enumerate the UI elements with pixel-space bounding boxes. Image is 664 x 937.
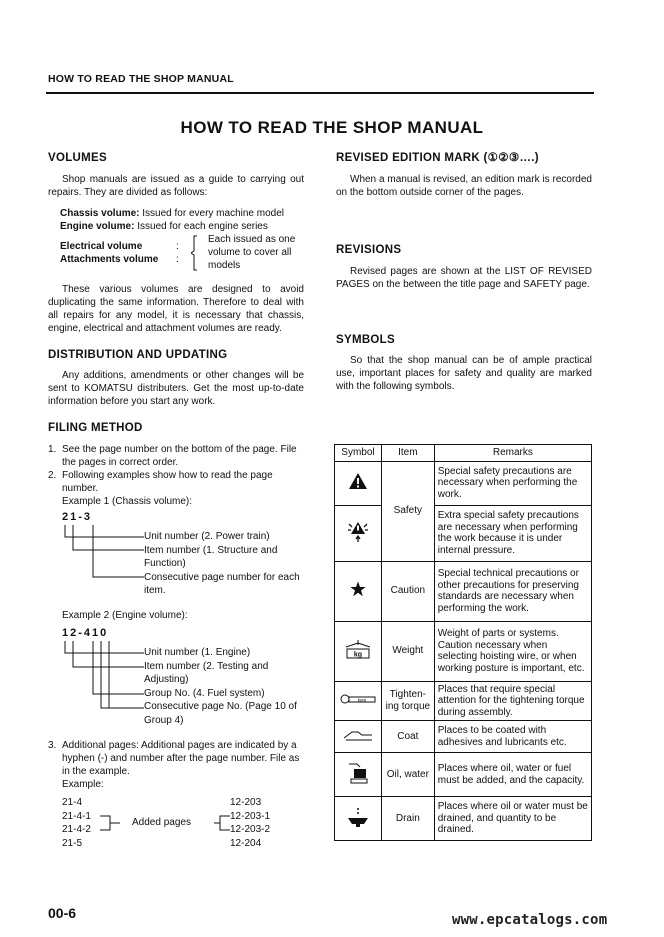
remarks-drain: Places where oil or water must be drained, and quantity to be drained. (434, 797, 591, 841)
distribution-heading: DISTRIBUTION AND UPDATING (48, 349, 228, 361)
table-row (335, 797, 592, 841)
table-row (335, 681, 592, 721)
filing-item-3: 3. Additional pages: Additional pages are indicated by a hyphen (-) and number after the page number. File as in the example. (48, 740, 300, 777)
coat-icon (335, 721, 382, 753)
example1-line-2: Item number (1. Structure and Function) (144, 544, 278, 569)
chassis-volume-row: Chassis volume: Issued for every machine model (60, 208, 284, 219)
page-number: 00-6 (48, 905, 77, 921)
volumes-intro: Shop manuals are issued as a guide to carrying out repairs. They are divided as follows: (48, 174, 304, 198)
revised-body: When a manual is revised, an edition mark is recorded on the bottom outside corner of the pages. (336, 174, 592, 198)
volumes-body: These various volumes are designed to avoid duplicating the same information. Therefore to deal with all repairs for any model, it is necessary that chassis, engine, electrical and attachment volumes are ready. (48, 284, 304, 334)
left-pages: 21-4 21-4-1 21-4-2 21-5 (62, 797, 91, 849)
wrench-icon-text: kgm (357, 697, 367, 703)
right-pages: 12-203 12-203-1 12-203-2 12-204 (230, 797, 271, 849)
item-safety: Safety (381, 461, 434, 561)
revisions-body: Revised pages are shown at the LIST OF REVISED PAGES on the between the title page and SAFETY page. (336, 266, 592, 290)
table-row (335, 461, 592, 505)
col-symbol: Symbol (335, 445, 382, 462)
drain-icon (335, 797, 382, 841)
additional-pages-example (48, 796, 304, 854)
remarks-oil-water: Places where oil, water or fuel must be added, and the capacity. (434, 753, 591, 797)
example1-diagram (48, 511, 304, 607)
filing-item-2: 2. Following examples show how to read the page number. (48, 470, 273, 494)
example1-code: 21-3 (62, 511, 93, 523)
example2-line-4: Consecutive page No. (Page 10 of Group 4) (144, 701, 297, 726)
table-row (335, 505, 592, 561)
filing-list (48, 443, 304, 508)
col-remarks: Remarks (434, 445, 591, 462)
item-oil-water: Oil, water (381, 753, 434, 797)
star-icon (335, 561, 382, 621)
remarks-coat: Places to be coated with adhesives and lubricants etc. (434, 721, 591, 753)
table-row (335, 561, 592, 621)
electrical-colon: : (176, 241, 179, 252)
item-caution: Caution (381, 561, 434, 621)
volume-list (60, 207, 304, 273)
table-row (335, 721, 592, 753)
electrical-volume-label: Electrical volume (60, 241, 143, 252)
brace-group (60, 233, 304, 273)
remarks-caution: Special technical precautions or other precautions for preserving standards are necessary when performing the work. (434, 561, 591, 621)
warning-triangle-icon (335, 461, 382, 505)
example1-line-1: Unit number (2. Power train) (144, 531, 270, 542)
revised-heading: REVISED EDITION MARK (①②③….) (336, 152, 539, 164)
item-coat: Coat (381, 721, 434, 753)
engine-volume-row: Engine volume: Issued for each engine series (60, 221, 268, 232)
volumes-heading: VOLUMES (48, 152, 107, 164)
revisions-heading: REVISIONS (336, 244, 402, 256)
additional-example-label: Example: (62, 779, 104, 790)
remarks-extra-safety: Extra special safety precautions are necessary when performing the work because it is under internal pressure. (434, 505, 591, 561)
attachments-colon: : (176, 254, 179, 265)
symbols-table (334, 444, 592, 841)
example2-line-3: Group No. (4. Fuel system) (144, 687, 265, 699)
extra-safety-icon (335, 505, 382, 561)
example2-line-1: Unit number (1. Engine) (144, 647, 251, 658)
item-drain: Drain (381, 797, 434, 841)
weight-icon-text: kg (353, 651, 363, 659)
remarks-torque: Places that require special attention for the tightening torque during assembly. (434, 681, 591, 721)
item-weight: Weight (381, 621, 434, 681)
filing-heading: FILING METHOD (48, 422, 143, 434)
running-header: HOW TO READ THE SHOP MANUAL (48, 73, 234, 85)
header-rule (46, 92, 594, 94)
weight-icon (335, 621, 382, 681)
symbols-heading: SYMBOLS (336, 334, 395, 346)
remarks-safety: Special safety precautions are necessary when performing the work. (434, 461, 591, 505)
table-row (335, 753, 592, 797)
example2-code: 12-410 (62, 627, 109, 639)
example2-legend (144, 646, 304, 727)
brace-text: Each issued as one volume to cover all models (208, 234, 296, 271)
right-column (336, 152, 592, 393)
symbols-body: So that the shop manual can be of ample practical use, important places for safety and quality are marked with the following symbols. (336, 355, 592, 392)
attachments-volume-label: Attachments volume (60, 254, 159, 265)
filing-item-1: 1. See the page number on the bottom of the page. File the pages in correct order. (48, 444, 297, 468)
watermark: www.epcatalogs.com (452, 912, 608, 928)
distribution-body: Any additions, amendments or other changes will be sent to KOMATSU distributers. Get the most up-to-date information before you start any work. (48, 370, 304, 407)
table-row (335, 621, 592, 681)
item-torque: Tighten-ing torque (381, 681, 434, 721)
remarks-weight: Weight of parts or systems. Caution necessary when selecting hoisting wire, or when working posture is important, etc. (434, 621, 591, 681)
example1-line-3: Consecutive page number for each item. (144, 571, 300, 596)
example1-leader-lines (48, 511, 148, 607)
example2-leader-lines (48, 627, 148, 735)
example2-diagram (48, 627, 304, 735)
volumes-section (48, 152, 304, 854)
added-pages-label: Added pages (132, 817, 191, 828)
example2-label: Example 2 (Engine volume): (62, 610, 188, 621)
example2-line-2: Item number (2. Testing and Adjusting) (144, 660, 269, 685)
example1-legend (144, 530, 304, 598)
symbols-table-header (335, 445, 592, 462)
page-title: HOW TO READ THE SHOP MANUAL (180, 118, 484, 137)
brace-icon (191, 235, 199, 271)
col-item: Item (381, 445, 434, 462)
wrench-icon (335, 681, 382, 721)
oil-can-icon (335, 753, 382, 797)
example1-label: Example 1 (Chassis volume): (62, 496, 193, 507)
